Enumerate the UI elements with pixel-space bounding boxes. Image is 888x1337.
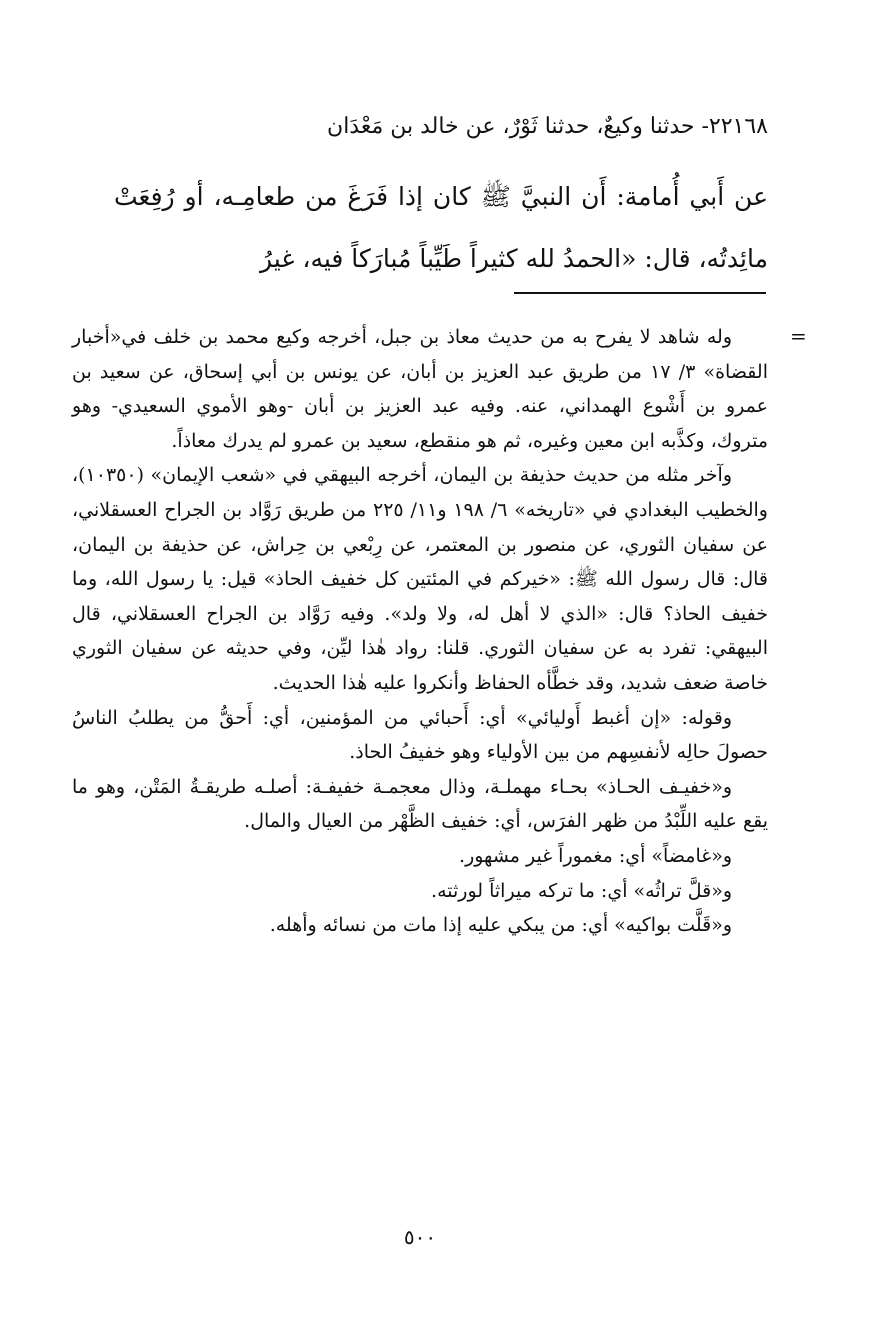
hadith-matn: عن أَبي أُمامة: أَن النبيَّ ﷺ كان إذا فَرَغَ من طعامِـه، أو رُفِعَتْ مائِدتُه، قال: «الحمدُ لله كثيراً طَيِّباً مُبارَكاً فيه، غيرُ <box>114 182 768 273</box>
footnote-paragraph-ghamidan: و«غامضاً» أي: مغموراً غير مشهور. <box>459 844 732 867</box>
footnote-paragraph-khafif-al-hadh: و«خفيـف الحـاذ» بحـاء مهملـة، وذال معجمـة خفيفـة: أصلـه طريقـةُ المَتْن، وهو ما يقع عليه اللِّبْدُ من ظهر الفرَس، أي: خفيف الظَّهْر من العيال والمال. <box>72 775 768 833</box>
footnotes-section <box>72 320 768 943</box>
footnote-separator-rule <box>514 292 766 294</box>
footnote-continuation-marker: = <box>790 324 807 348</box>
footnote-paragraph-turathuh: و«قلَّ تراثُه» أي: ما تركه ميراثاً لورثته. <box>431 879 732 902</box>
page-number: ٥٠٠ <box>403 1225 437 1249</box>
hadith-isnad-line: ٢٢١٦٨- حدثنا وكيعٌ، حدثنا ثَوْرٌ، عن خالد بن مَعْدَان <box>327 114 768 139</box>
footnote-paragraph-muadh: وله شاهد لا يفرح به من حديث معاذ بن جبل، أخرجه وكيع محمد بن خلف في«أخبار القضاة» ٣/ ١٧ من طريق عبد العزيز بن أبان، عن يونس بن أبي إسحاق، عن سعيد بن عمرو بن أَشْوع الهمداني، عنه. وفيه عبد العزيز بن أبان -وهو الأموي السعيدي- وهو متروك، وكذَّبه ابن معين وغيره، ثم هو منقطع، سعيد بن عمرو لم يدرك معاذاً. <box>72 326 768 452</box>
footnote-paragraph-bawakih: و«قَلَّت بواكيه» أي: من يبكي عليه إذا مات من نسائه وأهله. <box>269 914 732 937</box>
footnote-paragraph-hudhayfa: وآخر مثله من حديث حذيفة بن اليمان، أخرجه البيهقي في «شعب الإيمان» (١٠٣٥٠)، والخطيب البغدادي في «تاريخه» ٦/ ١٩٨ و١١/ ٢٢٥ من طريق رَوَّاد بن الجراح العسقلاني، عن سفيان الثوري، عن منصور بن المعتمر، عن رِبْعي بن حِراش، عن حذيفة بن اليمان، قال: قال رسول الله ﷺ: «خيركم في المئتين كل خفيف الحاذ» قيل: يا رسول الله، وما خفيف الحاذ؟ قال: «الذي لا أهل له، ولا ولد». وفيه رَوَّاد بن الجراح العسقلاني، قال البيهقي: تفرد به عن سفيان الثوري. قلنا: رواد هٰذا ليِّن، وفي حديثه عن سفيان الثوري خاصة ضعف شديد، وقد خطَّأه الحفاظ وأنكروا عليه هٰذا الحديث. <box>72 464 768 694</box>
footnote-paragraph-aghbat: وقوله: «إن أغبط أَوليائي» أي: أَحبائي من المؤمنين، أي: أَحقُّ من يطلبُ الناسُ حصولَ حالِه لأنفسِهم من بين الأولياء وهو خفيفُ الحاذ. <box>72 706 768 764</box>
